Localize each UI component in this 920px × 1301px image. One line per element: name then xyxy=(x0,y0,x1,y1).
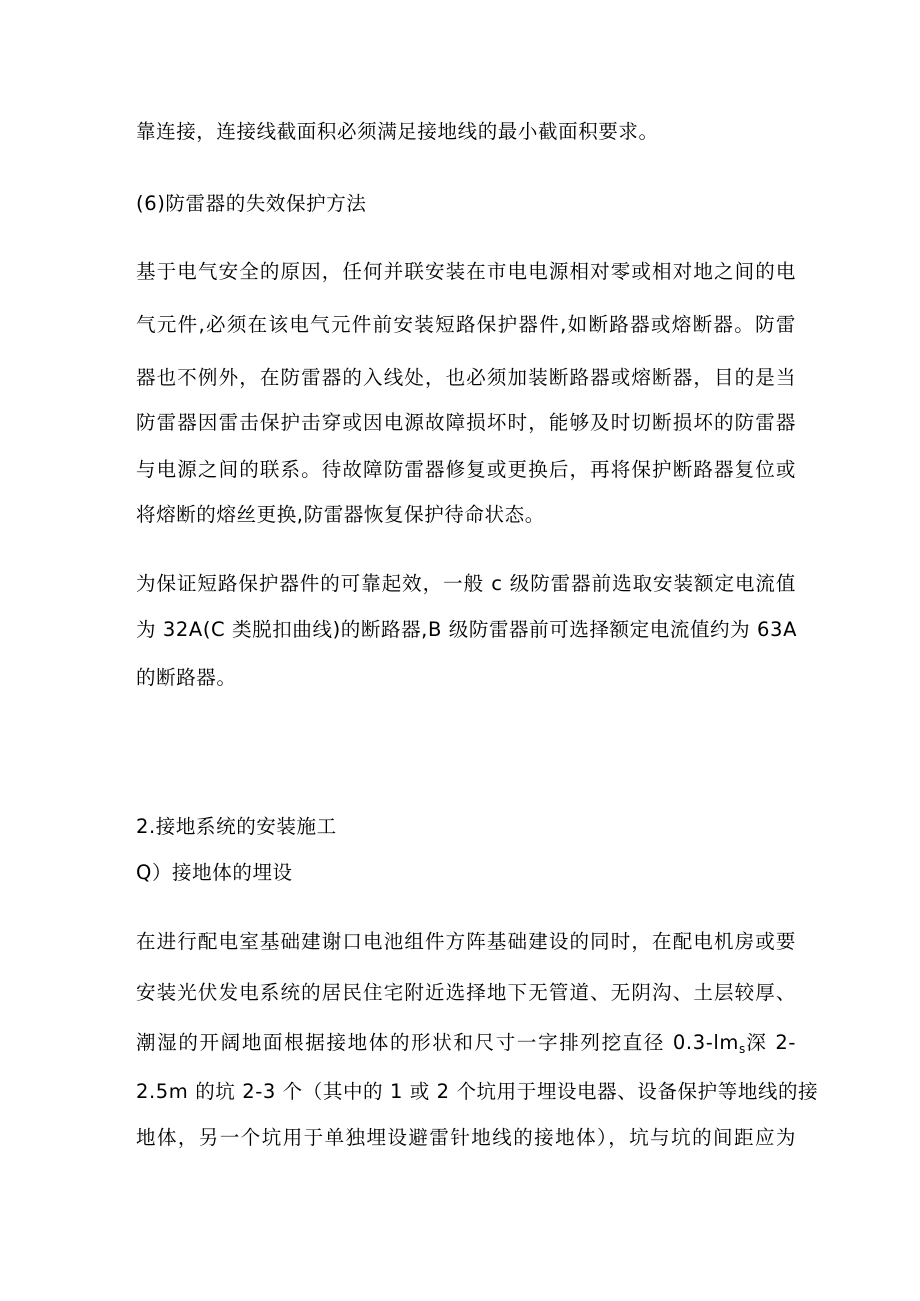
paragraph-line: 为 32A(C 类脱扣曲线)的断路器,B 级防雷器前可选择额定电流值约为 63A xyxy=(136,618,798,641)
paragraph-line: 安装光伏发电系统的居民住宅附近选择地下无管道、无阴沟、土层较厚、 xyxy=(136,981,796,1004)
section-heading: (6)防雷器的失效保护方法 xyxy=(136,192,367,215)
paragraph-line: 在进行配电室基础建谢口电池组件方阵基础建设的同时，在配电机房或要 xyxy=(136,930,796,953)
line-text: 潮湿的开阔地面根据接地体的形状和尺寸一字排列挖直径 0.3-lm xyxy=(136,1031,739,1054)
paragraph-line: 与电源之间的联系。待故障防雷器修复或更换后，再将保护断路器复位或 xyxy=(136,458,796,481)
paragraph-line xyxy=(136,1029,796,1063)
line-text: 深 2- xyxy=(745,1031,796,1054)
paragraph-line: 为保证短路保护器件的可靠起效，一般 c 级防雷器前选取安装额定电流值 xyxy=(136,572,796,595)
sub-heading: Q）接地体的埋设 xyxy=(136,861,293,884)
paragraph-line: 的断路器。 xyxy=(136,666,237,689)
intro-line: 靠连接，连接线截面积必须满足接地线的最小截面积要求。 xyxy=(136,120,659,143)
subscript-text: s xyxy=(739,1042,746,1056)
paragraph-line: 器也不例外，在防雷器的入线处，也必须加装断路器或熔断器，目的是当 xyxy=(136,366,796,389)
paragraph-line: 2.5m 的坑 2-3 个（其中的 1 或 2 个坑用于埋设电器、设备保护等地线的接 xyxy=(136,1080,819,1103)
paragraph-line: 将熔断的熔丝更换,防雷器恢复保护待命状态。 xyxy=(136,503,545,526)
paragraph-line: 基于电气安全的原因，任何并联安装在市电电源相对零或相对地之间的电 xyxy=(136,260,796,283)
section-heading: 2.接地系统的安装施工 xyxy=(136,815,337,838)
paragraph-line: 防雷器因雷击保护击穿或因电源故障损坏时，能够及时切断损坏的防雷器 xyxy=(136,411,796,434)
paragraph-line: 地体，另一个坑用于单独埋设避雷针地线的接地体），坑与坑的间距应为 xyxy=(136,1126,796,1149)
paragraph-line: 气元件,必须在该电气元件前安装短路保护器件,如断路器或熔断器。防雷 xyxy=(136,313,796,336)
